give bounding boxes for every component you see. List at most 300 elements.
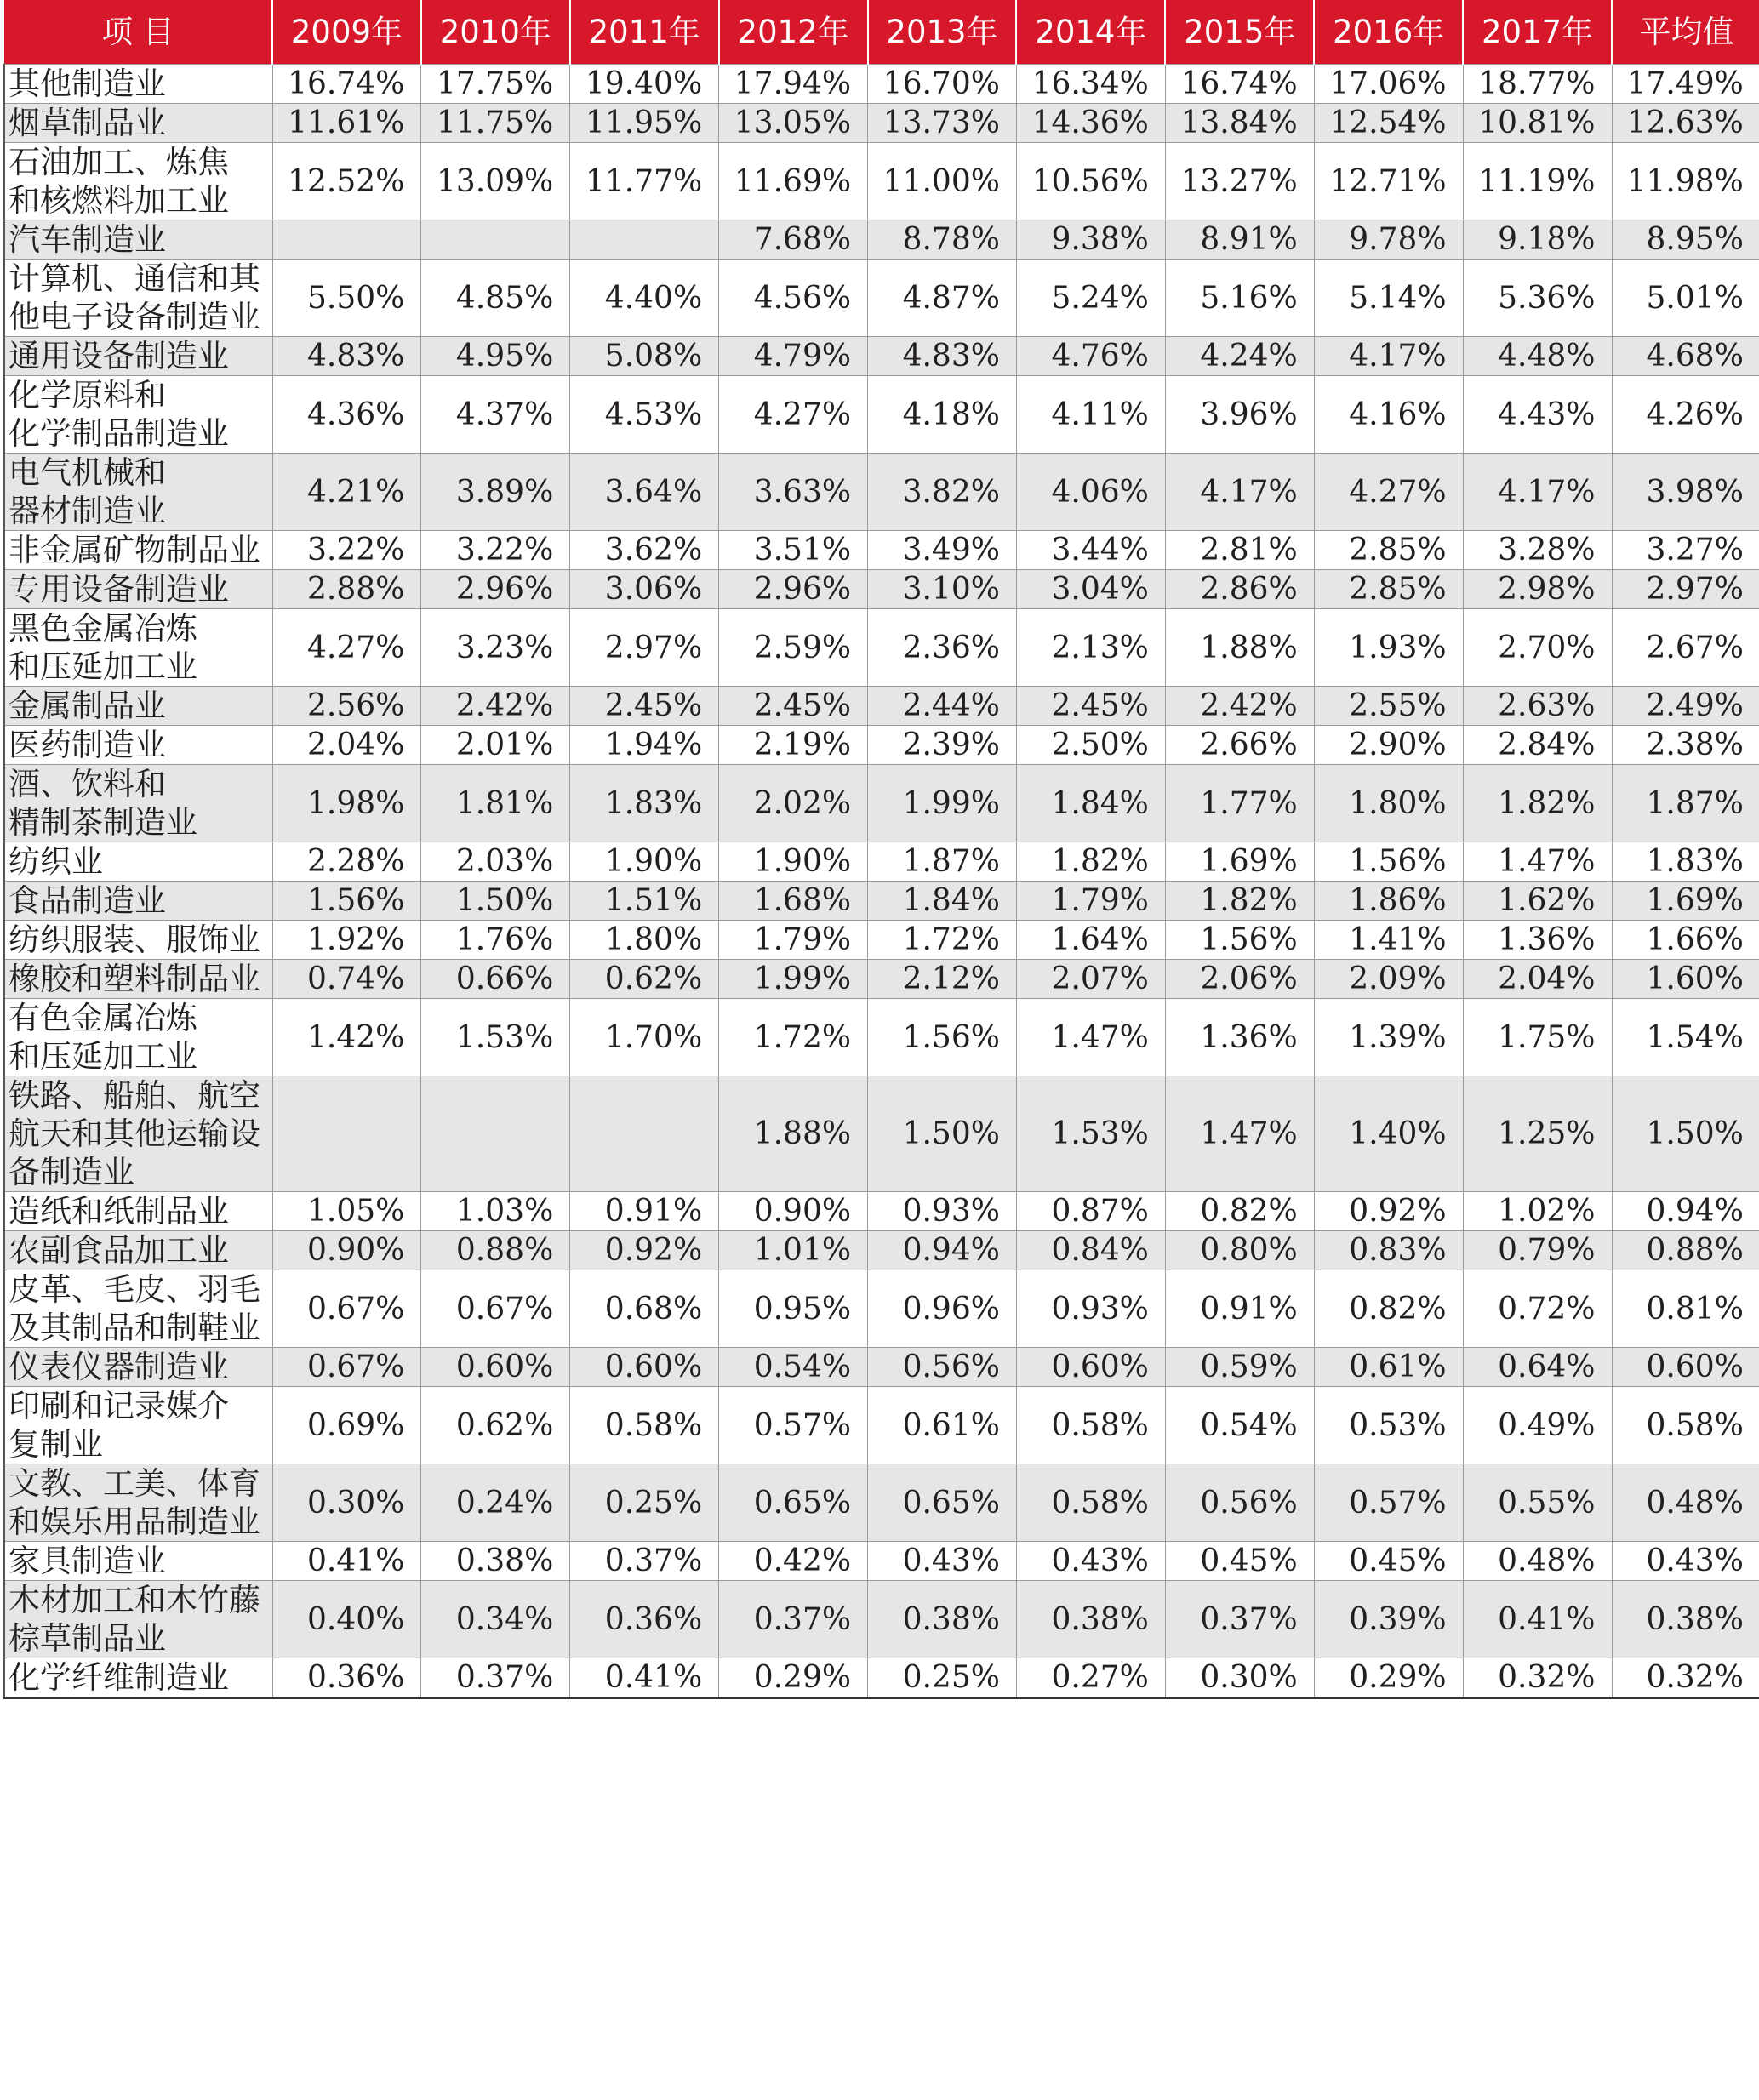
year-value-cell: 0.58% — [570, 1387, 719, 1464]
year-value-cell: 0.94% — [868, 1231, 1017, 1270]
year-value-cell: 3.96% — [1165, 376, 1314, 454]
year-value-cell: 0.49% — [1463, 1387, 1612, 1464]
year-value-cell: 1.77% — [1165, 765, 1314, 842]
year-value-cell: 0.90% — [272, 1231, 421, 1270]
year-value-cell: 1.98% — [272, 765, 421, 842]
year-value-cell: 2.98% — [1463, 570, 1612, 609]
year-value-cell: 9.18% — [1463, 220, 1612, 260]
year-value-cell: 2.03% — [421, 842, 570, 882]
year-value-cell: 0.93% — [1016, 1270, 1165, 1348]
year-value-cell: 0.61% — [868, 1387, 1017, 1464]
year-value-cell: 2.85% — [1314, 531, 1463, 570]
year-value-cell: 1.76% — [421, 921, 570, 960]
year-value-cell: 2.42% — [421, 687, 570, 726]
year-value-cell: 7.68% — [719, 220, 868, 260]
year-value-cell: 0.57% — [719, 1387, 868, 1464]
year-value-cell: 2.97% — [570, 609, 719, 687]
industry-name-cell: 有色金属冶炼 和压延加工业 — [4, 999, 272, 1076]
year-value-cell: 1.50% — [868, 1076, 1017, 1192]
year-value-cell: 3.44% — [1016, 531, 1165, 570]
year-value-cell: 3.63% — [719, 454, 868, 531]
year-value-cell: 4.21% — [272, 454, 421, 531]
year-value-cell: 3.89% — [421, 454, 570, 531]
year-value-cell: 0.25% — [570, 1464, 719, 1542]
average-value-cell: 1.69% — [1612, 882, 1759, 921]
year-value-cell: 2.90% — [1314, 726, 1463, 765]
year-value-cell: 0.54% — [719, 1348, 868, 1387]
year-value-cell: 1.70% — [570, 999, 719, 1076]
year-value-cell: 0.29% — [1314, 1658, 1463, 1698]
year-value-cell: 0.82% — [1165, 1192, 1314, 1231]
year-value-cell — [421, 220, 570, 260]
year-value-cell: 2.88% — [272, 570, 421, 609]
table-row — [4, 104, 1759, 143]
year-value-cell: 0.55% — [1463, 1464, 1612, 1542]
year-value-cell: 14.36% — [1016, 104, 1165, 143]
year-value-cell: 4.85% — [421, 260, 570, 337]
table-header — [4, 0, 1759, 65]
year-value-cell: 2.85% — [1314, 570, 1463, 609]
header-cell-2016: 2016年 — [1314, 0, 1463, 65]
industry-name-cell: 橡胶和塑料制品业 — [4, 960, 272, 999]
year-value-cell: 0.90% — [719, 1192, 868, 1231]
industry-name-cell: 计算机、通信和其 他电子设备制造业 — [4, 260, 272, 337]
average-value-cell: 5.01% — [1612, 260, 1759, 337]
table-row — [4, 842, 1759, 882]
year-value-cell: 1.82% — [1165, 882, 1314, 921]
year-value-cell: 0.95% — [719, 1270, 868, 1348]
year-value-cell: 1.03% — [421, 1192, 570, 1231]
year-value-cell: 1.80% — [1314, 765, 1463, 842]
average-value-cell: 0.88% — [1612, 1231, 1759, 1270]
average-value-cell: 1.60% — [1612, 960, 1759, 999]
average-value-cell: 0.81% — [1612, 1270, 1759, 1348]
table-row — [4, 260, 1759, 337]
industry-name-cell: 印刷和记录媒介 复制业 — [4, 1387, 272, 1464]
year-value-cell: 2.07% — [1016, 960, 1165, 999]
year-value-cell: 3.62% — [570, 531, 719, 570]
year-value-cell: 1.92% — [272, 921, 421, 960]
year-value-cell: 0.56% — [1165, 1464, 1314, 1542]
year-value-cell: 1.05% — [272, 1192, 421, 1231]
year-value-cell: 0.67% — [272, 1270, 421, 1348]
industry-name-cell: 电气机械和 器材制造业 — [4, 454, 272, 531]
year-value-cell: 1.90% — [570, 842, 719, 882]
year-value-cell: 3.64% — [570, 454, 719, 531]
year-value-cell: 1.47% — [1463, 842, 1612, 882]
industry-name-cell: 文教、工美、体育 和娱乐用品制造业 — [4, 1464, 272, 1542]
year-value-cell: 0.91% — [1165, 1270, 1314, 1348]
year-value-cell: 1.99% — [868, 765, 1017, 842]
industry-name-cell: 烟草制品业 — [4, 104, 272, 143]
table-row — [4, 220, 1759, 260]
table-row — [4, 687, 1759, 726]
industry-name-cell: 皮革、毛皮、羽毛 及其制品和制鞋业 — [4, 1270, 272, 1348]
year-value-cell: 0.36% — [272, 1658, 421, 1698]
table-row — [4, 143, 1759, 220]
year-value-cell: 0.38% — [1016, 1581, 1165, 1658]
average-value-cell: 4.26% — [1612, 376, 1759, 454]
year-value-cell: 4.11% — [1016, 376, 1165, 454]
year-value-cell: 3.22% — [421, 531, 570, 570]
year-value-cell: 0.58% — [1016, 1387, 1165, 1464]
year-value-cell: 0.43% — [868, 1542, 1017, 1581]
year-value-cell: 3.23% — [421, 609, 570, 687]
year-value-cell: 1.64% — [1016, 921, 1165, 960]
year-value-cell: 1.62% — [1463, 882, 1612, 921]
average-value-cell: 4.68% — [1612, 337, 1759, 376]
year-value-cell: 1.56% — [1165, 921, 1314, 960]
header-row — [4, 0, 1759, 65]
year-value-cell: 4.79% — [719, 337, 868, 376]
year-value-cell: 1.47% — [1016, 999, 1165, 1076]
year-value-cell: 0.25% — [868, 1658, 1017, 1698]
industry-name-cell: 造纸和纸制品业 — [4, 1192, 272, 1231]
header-cell-2015: 2015年 — [1165, 0, 1314, 65]
year-value-cell: 11.77% — [570, 143, 719, 220]
year-value-cell: 2.70% — [1463, 609, 1612, 687]
average-value-cell: 1.50% — [1612, 1076, 1759, 1192]
year-value-cell: 4.24% — [1165, 337, 1314, 376]
year-value-cell: 3.82% — [868, 454, 1017, 531]
year-value-cell: 13.05% — [719, 104, 868, 143]
year-value-cell: 16.74% — [272, 65, 421, 104]
year-value-cell: 0.41% — [272, 1542, 421, 1581]
header-cell-2013: 2013年 — [868, 0, 1017, 65]
table-row — [4, 531, 1759, 570]
table-row — [4, 570, 1759, 609]
year-value-cell: 12.52% — [272, 143, 421, 220]
year-value-cell: 2.81% — [1165, 531, 1314, 570]
average-value-cell: 0.58% — [1612, 1387, 1759, 1464]
year-value-cell: 2.13% — [1016, 609, 1165, 687]
industry-name-cell: 石油加工、炼焦 和核燃料加工业 — [4, 143, 272, 220]
year-value-cell: 0.87% — [1016, 1192, 1165, 1231]
average-value-cell: 2.38% — [1612, 726, 1759, 765]
average-value-cell: 8.95% — [1612, 220, 1759, 260]
year-value-cell: 1.80% — [570, 921, 719, 960]
year-value-cell: 10.56% — [1016, 143, 1165, 220]
year-value-cell: 0.82% — [1314, 1270, 1463, 1348]
table-row — [4, 609, 1759, 687]
average-value-cell: 3.27% — [1612, 531, 1759, 570]
average-value-cell: 0.94% — [1612, 1192, 1759, 1231]
year-value-cell: 3.10% — [868, 570, 1017, 609]
year-value-cell: 5.16% — [1165, 260, 1314, 337]
industry-name-cell: 专用设备制造业 — [4, 570, 272, 609]
year-value-cell: 3.06% — [570, 570, 719, 609]
year-value-cell: 0.88% — [421, 1231, 570, 1270]
year-value-cell: 0.34% — [421, 1581, 570, 1658]
year-value-cell: 9.38% — [1016, 220, 1165, 260]
year-value-cell: 4.17% — [1165, 454, 1314, 531]
year-value-cell: 11.19% — [1463, 143, 1612, 220]
year-value-cell: 0.66% — [421, 960, 570, 999]
year-value-cell: 1.40% — [1314, 1076, 1463, 1192]
year-value-cell: 0.37% — [1165, 1581, 1314, 1658]
year-value-cell: 2.45% — [570, 687, 719, 726]
year-value-cell: 1.84% — [868, 882, 1017, 921]
industry-name-cell: 通用设备制造业 — [4, 337, 272, 376]
year-value-cell: 0.30% — [1165, 1658, 1314, 1698]
year-value-cell: 1.99% — [719, 960, 868, 999]
year-value-cell: 1.86% — [1314, 882, 1463, 921]
year-value-cell: 2.45% — [1016, 687, 1165, 726]
year-value-cell: 2.50% — [1016, 726, 1165, 765]
year-value-cell: 1.01% — [719, 1231, 868, 1270]
average-value-cell: 0.48% — [1612, 1464, 1759, 1542]
year-value-cell: 2.84% — [1463, 726, 1612, 765]
industry-name-cell: 汽车制造业 — [4, 220, 272, 260]
industry-name-cell: 其他制造业 — [4, 65, 272, 104]
year-value-cell: 0.41% — [1463, 1581, 1612, 1658]
year-value-cell: 0.42% — [719, 1542, 868, 1581]
year-value-cell: 11.00% — [868, 143, 1017, 220]
year-value-cell: 0.91% — [570, 1192, 719, 1231]
year-value-cell: 16.34% — [1016, 65, 1165, 104]
industry-name-cell: 黑色金属冶炼 和压延加工业 — [4, 609, 272, 687]
industry-ratio-table — [3, 0, 1759, 1699]
year-value-cell: 4.17% — [1314, 337, 1463, 376]
year-value-cell: 0.57% — [1314, 1464, 1463, 1542]
year-value-cell: 19.40% — [570, 65, 719, 104]
year-value-cell: 0.79% — [1463, 1231, 1612, 1270]
year-value-cell: 17.94% — [719, 65, 868, 104]
year-value-cell: 2.04% — [1463, 960, 1612, 999]
year-value-cell: 0.40% — [272, 1581, 421, 1658]
year-value-cell: 0.24% — [421, 1464, 570, 1542]
industry-name-cell: 非金属矿物制品业 — [4, 531, 272, 570]
year-value-cell: 1.68% — [719, 882, 868, 921]
year-value-cell: 1.56% — [868, 999, 1017, 1076]
header-cell-average: 平均值 — [1612, 0, 1759, 65]
year-value-cell: 4.48% — [1463, 337, 1612, 376]
year-value-cell: 1.75% — [1463, 999, 1612, 1076]
year-value-cell: 0.64% — [1463, 1348, 1612, 1387]
year-value-cell: 2.96% — [719, 570, 868, 609]
year-value-cell: 1.53% — [421, 999, 570, 1076]
table-row — [4, 999, 1759, 1076]
year-value-cell: 17.06% — [1314, 65, 1463, 104]
average-value-cell: 1.54% — [1612, 999, 1759, 1076]
year-value-cell: 1.72% — [868, 921, 1017, 960]
year-value-cell: 3.22% — [272, 531, 421, 570]
year-value-cell: 0.60% — [1016, 1348, 1165, 1387]
year-value-cell: 0.54% — [1165, 1387, 1314, 1464]
table-row — [4, 337, 1759, 376]
year-value-cell: 16.70% — [868, 65, 1017, 104]
year-value-cell: 2.19% — [719, 726, 868, 765]
industry-name-cell: 木材加工和木竹藤 棕草制品业 — [4, 1581, 272, 1658]
year-value-cell: 0.27% — [1016, 1658, 1165, 1698]
average-value-cell: 12.63% — [1612, 104, 1759, 143]
year-value-cell: 2.42% — [1165, 687, 1314, 726]
year-value-cell: 18.77% — [1463, 65, 1612, 104]
industry-name-cell: 食品制造业 — [4, 882, 272, 921]
year-value-cell: 2.45% — [719, 687, 868, 726]
year-value-cell: 1.81% — [421, 765, 570, 842]
header-cell-2009: 2009年 — [272, 0, 421, 65]
year-value-cell: 17.75% — [421, 65, 570, 104]
year-value-cell — [570, 220, 719, 260]
year-value-cell: 5.24% — [1016, 260, 1165, 337]
year-value-cell: 2.12% — [868, 960, 1017, 999]
year-value-cell: 0.92% — [570, 1231, 719, 1270]
year-value-cell: 8.91% — [1165, 220, 1314, 260]
year-value-cell: 0.43% — [1016, 1542, 1165, 1581]
industry-name-cell: 铁路、船舶、航空 航天和其他运输设 备制造业 — [4, 1076, 272, 1192]
year-value-cell: 2.66% — [1165, 726, 1314, 765]
year-value-cell: 1.82% — [1463, 765, 1612, 842]
year-value-cell: 4.40% — [570, 260, 719, 337]
year-value-cell: 0.45% — [1314, 1542, 1463, 1581]
year-value-cell: 0.74% — [272, 960, 421, 999]
industry-name-cell: 酒、饮料和 精制茶制造业 — [4, 765, 272, 842]
header-cell-2010: 2010年 — [421, 0, 570, 65]
year-value-cell: 5.14% — [1314, 260, 1463, 337]
year-value-cell: 1.83% — [570, 765, 719, 842]
year-value-cell: 0.68% — [570, 1270, 719, 1348]
year-value-cell: 4.27% — [272, 609, 421, 687]
year-value-cell: 2.01% — [421, 726, 570, 765]
year-value-cell: 3.51% — [719, 531, 868, 570]
table-body — [4, 65, 1759, 1698]
table-row — [4, 1542, 1759, 1581]
industry-name-cell: 家具制造业 — [4, 1542, 272, 1581]
year-value-cell: 2.56% — [272, 687, 421, 726]
industry-name-cell: 化学原料和 化学制品制造业 — [4, 376, 272, 454]
year-value-cell: 0.58% — [1016, 1464, 1165, 1542]
year-value-cell: 0.60% — [421, 1348, 570, 1387]
year-value-cell: 3.28% — [1463, 531, 1612, 570]
year-value-cell: 0.30% — [272, 1464, 421, 1542]
table-row — [4, 65, 1759, 104]
year-value-cell: 11.69% — [719, 143, 868, 220]
year-value-cell: 2.06% — [1165, 960, 1314, 999]
year-value-cell: 1.51% — [570, 882, 719, 921]
year-value-cell: 2.28% — [272, 842, 421, 882]
year-value-cell: 8.78% — [868, 220, 1017, 260]
year-value-cell: 1.90% — [719, 842, 868, 882]
table-row — [4, 1658, 1759, 1698]
year-value-cell: 5.36% — [1463, 260, 1612, 337]
average-value-cell: 1.87% — [1612, 765, 1759, 842]
year-value-cell: 1.50% — [421, 882, 570, 921]
year-value-cell: 1.53% — [1016, 1076, 1165, 1192]
year-value-cell: 1.56% — [272, 882, 421, 921]
year-value-cell: 11.61% — [272, 104, 421, 143]
year-value-cell: 2.44% — [868, 687, 1017, 726]
year-value-cell: 1.69% — [1165, 842, 1314, 882]
year-value-cell: 0.62% — [570, 960, 719, 999]
year-value-cell: 1.39% — [1314, 999, 1463, 1076]
year-value-cell: 0.38% — [868, 1581, 1017, 1658]
average-value-cell: 2.97% — [1612, 570, 1759, 609]
year-value-cell: 2.02% — [719, 765, 868, 842]
year-value-cell: 0.37% — [719, 1581, 868, 1658]
year-value-cell: 0.92% — [1314, 1192, 1463, 1231]
year-value-cell: 2.09% — [1314, 960, 1463, 999]
year-value-cell: 0.48% — [1463, 1542, 1612, 1581]
industry-name-cell: 化学纤维制造业 — [4, 1658, 272, 1698]
year-value-cell — [421, 1076, 570, 1192]
year-value-cell: 2.86% — [1165, 570, 1314, 609]
year-value-cell: 0.96% — [868, 1270, 1017, 1348]
year-value-cell: 11.95% — [570, 104, 719, 143]
year-value-cell: 2.63% — [1463, 687, 1612, 726]
year-value-cell: 4.95% — [421, 337, 570, 376]
year-value-cell: 0.69% — [272, 1387, 421, 1464]
year-value-cell: 1.41% — [1314, 921, 1463, 960]
year-value-cell: 4.56% — [719, 260, 868, 337]
industry-name-cell: 医药制造业 — [4, 726, 272, 765]
year-value-cell: 2.96% — [421, 570, 570, 609]
average-value-cell: 0.60% — [1612, 1348, 1759, 1387]
year-value-cell: 13.27% — [1165, 143, 1314, 220]
header-cell-2014: 2014年 — [1016, 0, 1165, 65]
average-value-cell: 3.98% — [1612, 454, 1759, 531]
year-value-cell: 5.50% — [272, 260, 421, 337]
table-row — [4, 765, 1759, 842]
year-value-cell: 0.65% — [719, 1464, 868, 1542]
year-value-cell: 4.27% — [719, 376, 868, 454]
year-value-cell: 0.65% — [868, 1464, 1017, 1542]
average-value-cell: 17.49% — [1612, 65, 1759, 104]
year-value-cell: 4.37% — [421, 376, 570, 454]
year-value-cell: 0.41% — [570, 1658, 719, 1698]
table-row — [4, 1231, 1759, 1270]
table-row — [4, 882, 1759, 921]
year-value-cell: 0.62% — [421, 1387, 570, 1464]
table-row — [4, 454, 1759, 531]
year-value-cell: 4.83% — [868, 337, 1017, 376]
average-value-cell: 1.83% — [1612, 842, 1759, 882]
year-value-cell: 0.37% — [570, 1542, 719, 1581]
industry-name-cell: 纺织业 — [4, 842, 272, 882]
year-value-cell: 5.08% — [570, 337, 719, 376]
average-value-cell: 0.32% — [1612, 1658, 1759, 1698]
year-value-cell: 4.87% — [868, 260, 1017, 337]
year-value-cell: 1.02% — [1463, 1192, 1612, 1231]
year-value-cell: 11.75% — [421, 104, 570, 143]
year-value-cell: 0.45% — [1165, 1542, 1314, 1581]
year-value-cell: 1.25% — [1463, 1076, 1612, 1192]
year-value-cell: 3.04% — [1016, 570, 1165, 609]
year-value-cell: 1.36% — [1165, 999, 1314, 1076]
year-value-cell: 3.49% — [868, 531, 1017, 570]
year-value-cell: 0.56% — [868, 1348, 1017, 1387]
year-value-cell: 4.17% — [1463, 454, 1612, 531]
year-value-cell: 0.80% — [1165, 1231, 1314, 1270]
year-value-cell — [570, 1076, 719, 1192]
year-value-cell: 0.36% — [570, 1581, 719, 1658]
year-value-cell: 1.72% — [719, 999, 868, 1076]
table-row — [4, 921, 1759, 960]
header-cell-2011: 2011年 — [570, 0, 719, 65]
average-value-cell: 2.67% — [1612, 609, 1759, 687]
table-row — [4, 1348, 1759, 1387]
year-value-cell: 1.88% — [719, 1076, 868, 1192]
industry-name-cell: 农副食品加工业 — [4, 1231, 272, 1270]
industry-name-cell: 纺织服装、服饰业 — [4, 921, 272, 960]
table-row — [4, 1192, 1759, 1231]
year-value-cell: 0.67% — [272, 1348, 421, 1387]
year-value-cell: 13.84% — [1165, 104, 1314, 143]
average-value-cell: 11.98% — [1612, 143, 1759, 220]
year-value-cell: 0.37% — [421, 1658, 570, 1698]
header-cell-item: 项 目 — [4, 0, 272, 65]
year-value-cell: 4.27% — [1314, 454, 1463, 531]
